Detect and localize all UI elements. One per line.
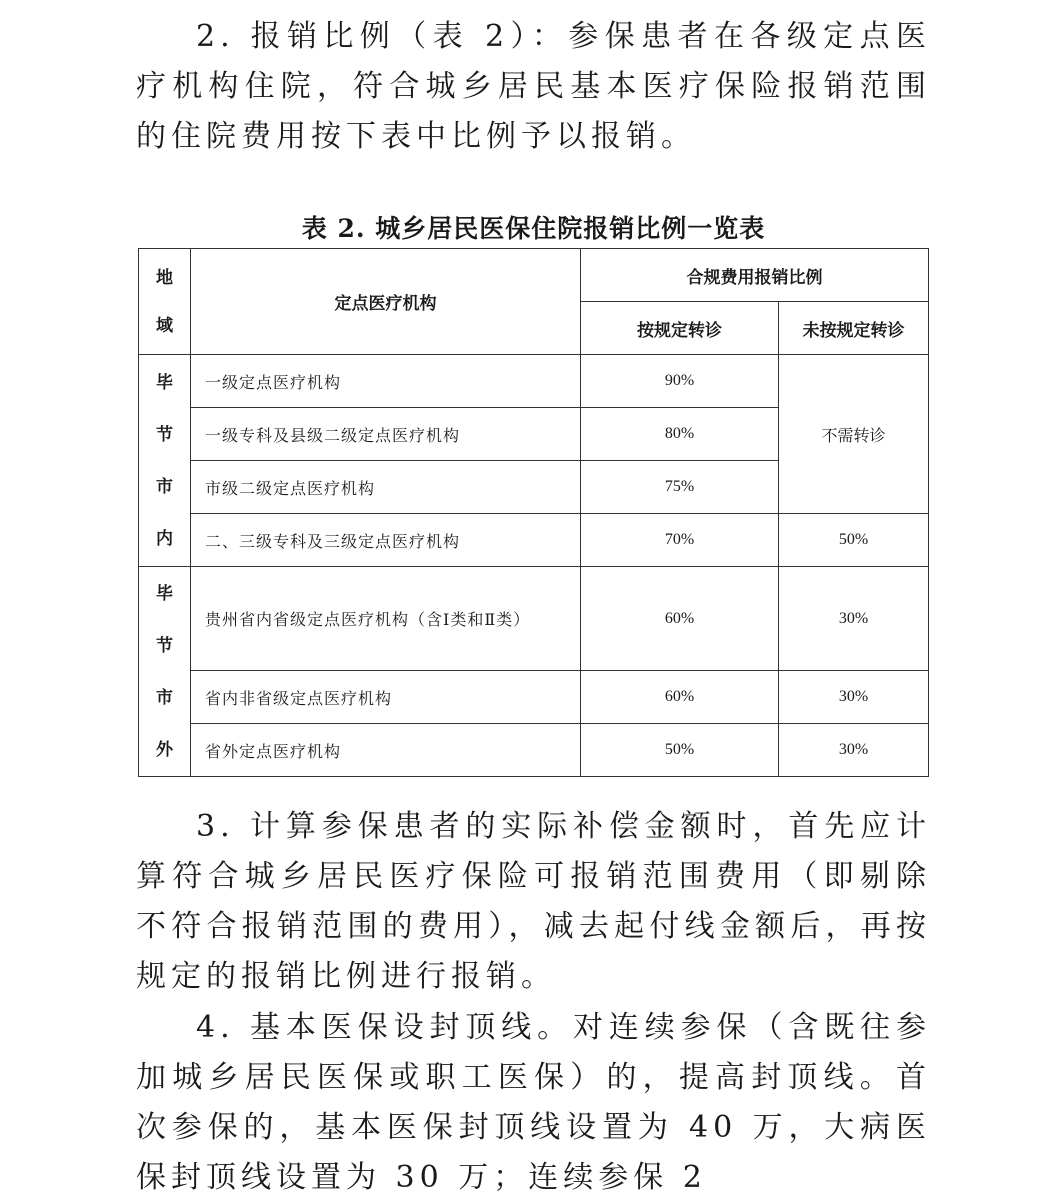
ratio-referred-cell: 90% — [581, 355, 779, 408]
institution-cell: 一级定点医疗机构 — [191, 355, 581, 408]
institution-cell: 二、三级专科及三级定点医疗机构 — [191, 514, 581, 567]
header-region: 地 域 — [139, 249, 191, 355]
table-row — [139, 671, 929, 724]
header-ratio-group: 合规费用报销比例 — [581, 249, 929, 302]
paragraph-reimbursement-ratio: 2. 报销比例（表 2）：参保患者在各级定点医疗机构住院，符合城乡居民基本医疗保险报销范围的住院费用按下表中比例予以报销。 — [136, 19, 931, 154]
institution-cell: 市级二级定点医疗机构 — [191, 461, 581, 514]
table-row — [139, 567, 929, 671]
table-row — [139, 355, 929, 408]
header-referred: 按规定转诊 — [581, 302, 779, 355]
institution-cell: 贵州省内省级定点医疗机构（含Ⅰ类和Ⅱ类） — [191, 567, 581, 671]
no-referral-needed-cell: 不需转诊 — [779, 355, 929, 514]
ratio-referred-cell: 75% — [581, 461, 779, 514]
ratio-referred-cell: 50% — [581, 724, 779, 777]
institution-cell: 省内非省级定点医疗机构 — [191, 671, 581, 724]
ratio-referred-cell: 70% — [581, 514, 779, 567]
header-not-referred: 未按规定转诊 — [779, 302, 929, 355]
ratio-referred-cell: 80% — [581, 408, 779, 461]
region-outside-city: 毕 节 市 外 — [139, 567, 191, 777]
ratio-not-referred-cell: 30% — [779, 671, 929, 724]
ratio-not-referred-cell: 30% — [779, 567, 929, 671]
region-in-city: 毕 节 市 内 — [139, 355, 191, 567]
institution-cell: 一级专科及县级二级定点医疗机构 — [191, 408, 581, 461]
header-institution: 定点医疗机构 — [191, 249, 581, 355]
ratio-not-referred-cell: 50% — [779, 514, 929, 567]
table-row — [139, 724, 929, 777]
reimbursement-table — [138, 248, 929, 777]
ratio-referred-cell: 60% — [581, 671, 779, 724]
institution-cell: 省外定点医疗机构 — [191, 724, 581, 777]
paragraph-cap-line: 4. 基本医保设封顶线。对连续参保（含既往参加城乡居民医保或职工医保）的，提高封顶线。首次参保的，基本医保封顶线设置为 40 万，大病医保封顶线设置为 30 万；连续参保 2 — [136, 1010, 931, 1195]
table-row — [139, 514, 929, 567]
ratio-not-referred-cell: 30% — [779, 724, 929, 777]
table-title: 表 2. 城乡居民医保住院报销比例一览表 — [301, 214, 766, 243]
paragraph-compensation-calc: 3. 计算参保患者的实际补偿金额时，首先应计算符合城乡居民医疗保险可报销范围费用（即剔除不符合报销范围的费用），减去起付线金额后，再按规定的报销比例进行报销。 — [136, 809, 931, 994]
ratio-referred-cell: 60% — [581, 567, 779, 671]
